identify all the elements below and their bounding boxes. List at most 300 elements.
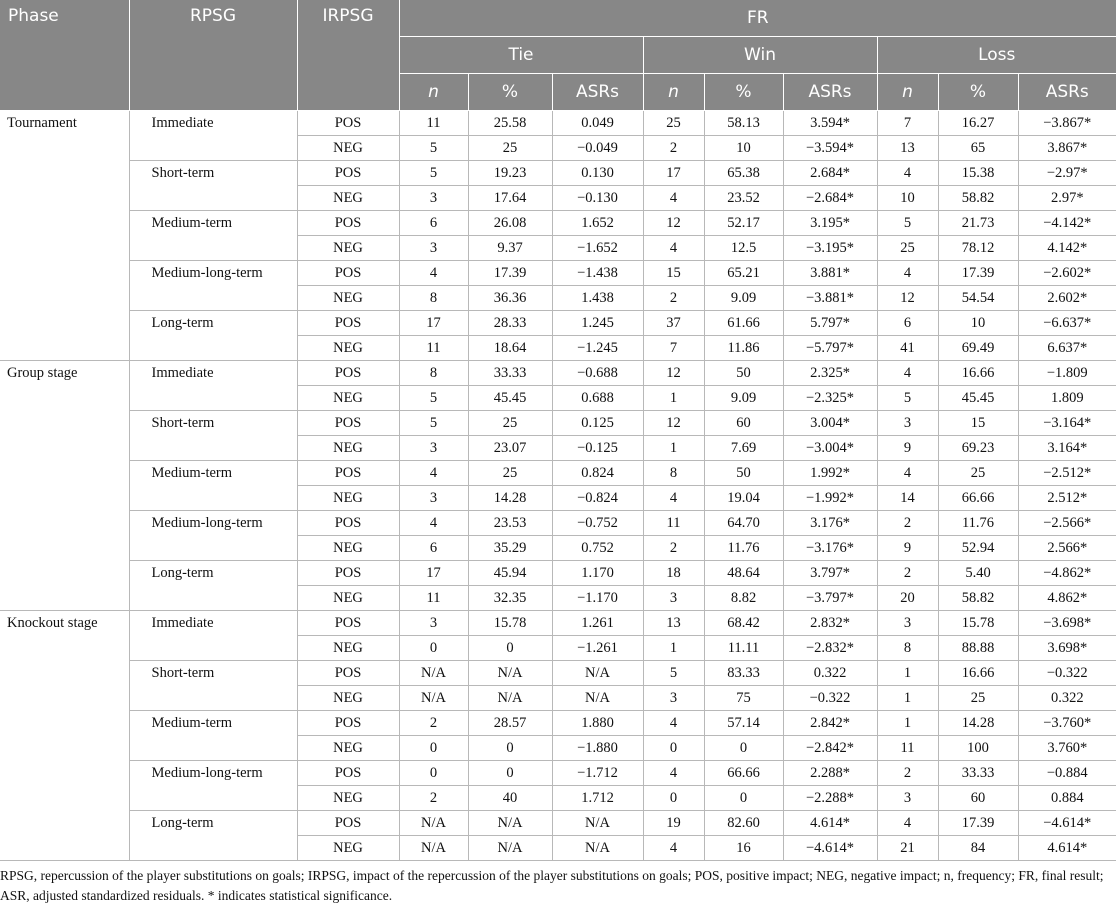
value-cell: 8 <box>877 636 938 661</box>
value-cell: 3 <box>399 186 468 211</box>
phase-cell: Tournament <box>0 111 129 361</box>
col-win-asrs: ASRs <box>783 74 877 111</box>
value-cell: 69.49 <box>938 336 1018 361</box>
value-cell: 3.698* <box>1018 636 1116 661</box>
value-cell: 45.45 <box>938 386 1018 411</box>
value-cell: −1.261 <box>552 636 643 661</box>
value-cell: 4 <box>643 186 704 211</box>
irpsg-cell: POS <box>297 461 399 486</box>
value-cell: 17.39 <box>938 811 1018 836</box>
irpsg-cell: NEG <box>297 636 399 661</box>
value-cell: 1.880 <box>552 711 643 736</box>
value-cell: 82.60 <box>704 811 783 836</box>
irpsg-cell: POS <box>297 511 399 536</box>
value-cell: 9 <box>877 436 938 461</box>
value-cell: −3.195* <box>783 236 877 261</box>
value-cell: 64.70 <box>704 511 783 536</box>
value-cell: 11 <box>399 336 468 361</box>
value-cell: 25.58 <box>468 111 552 136</box>
value-cell: 19.23 <box>468 161 552 186</box>
value-cell: 33.33 <box>938 761 1018 786</box>
rpsg-cell: Short-term <box>129 161 297 211</box>
irpsg-cell: POS <box>297 261 399 286</box>
value-cell: 0.322 <box>1018 686 1116 711</box>
table-row <box>0 761 1116 786</box>
value-cell: 4 <box>399 461 468 486</box>
value-cell: 0 <box>399 636 468 661</box>
irpsg-cell: NEG <box>297 286 399 311</box>
irpsg-cell: NEG <box>297 436 399 461</box>
value-cell: 1.170 <box>552 561 643 586</box>
value-cell: −1.170 <box>552 586 643 611</box>
rpsg-cell: Medium-term <box>129 211 297 261</box>
value-cell: 1 <box>877 661 938 686</box>
rpsg-cell: Long-term <box>129 561 297 611</box>
value-cell: 50 <box>704 461 783 486</box>
value-cell: 0 <box>399 761 468 786</box>
irpsg-cell: POS <box>297 761 399 786</box>
table-footnote: RPSG, repercussion of the player substitutions on goals; IRPSG, impact of the repercussion of the player substitutions on goals; POS, positive impact; NEG, negative impact; n, frequency; FR, final result; ASR, adjusted standardized residuals. * indicates statistical significance. <box>0 868 1104 903</box>
value-cell: −3.867* <box>1018 111 1116 136</box>
value-cell: 20 <box>877 586 938 611</box>
value-cell: 23.53 <box>468 511 552 536</box>
value-cell: 16.66 <box>938 661 1018 686</box>
value-cell: 14.28 <box>938 711 1018 736</box>
value-cell: 8 <box>399 361 468 386</box>
value-cell: 25 <box>468 461 552 486</box>
value-cell: 4.862* <box>1018 586 1116 611</box>
value-cell: 15.78 <box>468 611 552 636</box>
value-cell: 17 <box>399 311 468 336</box>
table-header <box>0 0 1116 111</box>
value-cell: 0.824 <box>552 461 643 486</box>
value-cell: 21 <box>877 836 938 861</box>
value-cell: 6 <box>399 211 468 236</box>
value-cell: 6 <box>877 311 938 336</box>
irpsg-cell: NEG <box>297 486 399 511</box>
value-cell: 0 <box>399 736 468 761</box>
value-cell: 14.28 <box>468 486 552 511</box>
irpsg-cell: POS <box>297 211 399 236</box>
rpsg-cell: Medium-term <box>129 711 297 761</box>
value-cell: 11.76 <box>938 511 1018 536</box>
value-cell: −4.142* <box>1018 211 1116 236</box>
value-cell: −3.760* <box>1018 711 1116 736</box>
rpsg-cell: Short-term <box>129 411 297 461</box>
value-cell: 65.21 <box>704 261 783 286</box>
value-cell: 16.27 <box>938 111 1018 136</box>
value-cell: −0.688 <box>552 361 643 386</box>
table-row <box>0 811 1116 836</box>
value-cell: 58.82 <box>938 586 1018 611</box>
value-cell: 9 <box>877 536 938 561</box>
value-cell: 15.78 <box>938 611 1018 636</box>
table-row <box>0 161 1116 186</box>
value-cell: −1.992* <box>783 486 877 511</box>
value-cell: 9.37 <box>468 236 552 261</box>
value-cell: −1.712 <box>552 761 643 786</box>
value-cell: −2.325* <box>783 386 877 411</box>
value-cell: −1.438 <box>552 261 643 286</box>
value-cell: 3 <box>399 611 468 636</box>
value-cell: 5 <box>643 661 704 686</box>
value-cell: N/A <box>468 811 552 836</box>
value-cell: 0 <box>468 761 552 786</box>
value-cell: 4.142* <box>1018 236 1116 261</box>
value-cell: 16.66 <box>938 361 1018 386</box>
value-cell: −2.602* <box>1018 261 1116 286</box>
value-cell: 57.14 <box>704 711 783 736</box>
value-cell: 23.07 <box>468 436 552 461</box>
value-cell: 2.97* <box>1018 186 1116 211</box>
value-cell: 54.54 <box>938 286 1018 311</box>
value-cell: −1.245 <box>552 336 643 361</box>
value-cell: 52.17 <box>704 211 783 236</box>
value-cell: −0.049 <box>552 136 643 161</box>
value-cell: 65.38 <box>704 161 783 186</box>
value-cell: 60 <box>704 411 783 436</box>
value-cell: 7 <box>643 336 704 361</box>
value-cell: 16 <box>704 836 783 861</box>
value-cell: 25 <box>643 111 704 136</box>
value-cell: 4 <box>643 761 704 786</box>
value-cell: 10 <box>877 186 938 211</box>
irpsg-cell: NEG <box>297 336 399 361</box>
value-cell: 65 <box>938 136 1018 161</box>
value-cell: 75 <box>704 686 783 711</box>
rpsg-cell: Long-term <box>129 811 297 861</box>
irpsg-cell: POS <box>297 311 399 336</box>
irpsg-cell: NEG <box>297 786 399 811</box>
value-cell: 4 <box>643 711 704 736</box>
irpsg-cell: POS <box>297 811 399 836</box>
value-cell: 12 <box>877 286 938 311</box>
value-cell: 5 <box>399 411 468 436</box>
value-cell: N/A <box>552 686 643 711</box>
irpsg-cell: POS <box>297 361 399 386</box>
col-tie-pct: % <box>468 74 552 111</box>
value-cell: 1 <box>877 686 938 711</box>
value-cell: 36.36 <box>468 286 552 311</box>
value-cell: 13 <box>643 611 704 636</box>
value-cell: 2 <box>399 711 468 736</box>
value-cell: −3.698* <box>1018 611 1116 636</box>
value-cell: 58.82 <box>938 186 1018 211</box>
value-cell: 4.614* <box>783 811 877 836</box>
value-cell: 10 <box>704 136 783 161</box>
value-cell: 12 <box>643 211 704 236</box>
value-cell: 25 <box>468 411 552 436</box>
value-cell: 2.325* <box>783 361 877 386</box>
value-cell: 9.09 <box>704 286 783 311</box>
value-cell: 25 <box>938 461 1018 486</box>
irpsg-cell: NEG <box>297 386 399 411</box>
value-cell: 2 <box>877 761 938 786</box>
value-cell: −4.614* <box>1018 811 1116 836</box>
value-cell: −4.614* <box>783 836 877 861</box>
value-cell: N/A <box>468 661 552 686</box>
value-cell: 13 <box>877 136 938 161</box>
value-cell: 12.5 <box>704 236 783 261</box>
value-cell: 2.832* <box>783 611 877 636</box>
col-rpsg-header: RPSG <box>129 0 297 111</box>
value-cell: 11.76 <box>704 536 783 561</box>
value-cell: 2 <box>643 286 704 311</box>
value-cell: 1 <box>643 636 704 661</box>
value-cell: 8 <box>643 461 704 486</box>
table-row <box>0 311 1116 336</box>
value-cell: 2.842* <box>783 711 877 736</box>
value-cell: −2.512* <box>1018 461 1116 486</box>
value-cell: −2.832* <box>783 636 877 661</box>
value-cell: −3.164* <box>1018 411 1116 436</box>
value-cell: 4 <box>643 236 704 261</box>
value-cell: N/A <box>468 836 552 861</box>
value-cell: 17 <box>399 561 468 586</box>
value-cell: 0.125 <box>552 411 643 436</box>
value-cell: 0.049 <box>552 111 643 136</box>
rpsg-cell: Medium-term <box>129 461 297 511</box>
value-cell: 4 <box>877 161 938 186</box>
value-cell: 28.33 <box>468 311 552 336</box>
value-cell: 25 <box>938 686 1018 711</box>
value-cell: 8 <box>399 286 468 311</box>
value-cell: 2.566* <box>1018 536 1116 561</box>
value-cell: 0 <box>704 736 783 761</box>
value-cell: −0.125 <box>552 436 643 461</box>
value-cell: −3.797* <box>783 586 877 611</box>
col-phase-header: Phase <box>0 0 129 111</box>
value-cell: 23.52 <box>704 186 783 211</box>
value-cell: 3.176* <box>783 511 877 536</box>
value-cell: 5 <box>399 136 468 161</box>
value-cell: N/A <box>399 811 468 836</box>
value-cell: 1.261 <box>552 611 643 636</box>
value-cell: 0 <box>468 736 552 761</box>
table-row <box>0 261 1116 286</box>
value-cell: 78.12 <box>938 236 1018 261</box>
value-cell: 26.08 <box>468 211 552 236</box>
value-cell: 0 <box>643 736 704 761</box>
irpsg-cell: POS <box>297 711 399 736</box>
value-cell: 15 <box>938 411 1018 436</box>
value-cell: −0.322 <box>1018 661 1116 686</box>
col-win-header: Win <box>643 37 877 74</box>
value-cell: 17.39 <box>938 261 1018 286</box>
value-cell: 4 <box>877 361 938 386</box>
value-cell: −2.97* <box>1018 161 1116 186</box>
value-cell: 4 <box>877 811 938 836</box>
irpsg-cell: NEG <box>297 536 399 561</box>
table-row <box>0 711 1116 736</box>
value-cell: 10 <box>938 311 1018 336</box>
value-cell: 69.23 <box>938 436 1018 461</box>
value-cell: 4 <box>877 461 938 486</box>
value-cell: 11 <box>399 111 468 136</box>
value-cell: 3.004* <box>783 411 877 436</box>
value-cell: −0.322 <box>783 686 877 711</box>
table-row <box>0 561 1116 586</box>
value-cell: 0 <box>468 636 552 661</box>
value-cell: 3 <box>399 436 468 461</box>
value-cell: 2 <box>877 511 938 536</box>
irpsg-cell: NEG <box>297 736 399 761</box>
value-cell: 21.73 <box>938 211 1018 236</box>
value-cell: 4 <box>643 836 704 861</box>
value-cell: 66.66 <box>704 761 783 786</box>
value-cell: 19 <box>643 811 704 836</box>
value-cell: 5.797* <box>783 311 877 336</box>
value-cell: 32.35 <box>468 586 552 611</box>
col-loss-header: Loss <box>877 37 1116 74</box>
value-cell: 11.11 <box>704 636 783 661</box>
value-cell: 0.130 <box>552 161 643 186</box>
value-cell: 1.712 <box>552 786 643 811</box>
value-cell: 41 <box>877 336 938 361</box>
phase-cell: Group stage <box>0 361 129 611</box>
value-cell: 100 <box>938 736 1018 761</box>
value-cell: −3.881* <box>783 286 877 311</box>
irpsg-cell: POS <box>297 411 399 436</box>
value-cell: 40 <box>468 786 552 811</box>
value-cell: 2.512* <box>1018 486 1116 511</box>
value-cell: 9.09 <box>704 386 783 411</box>
value-cell: N/A <box>552 836 643 861</box>
value-cell: 83.33 <box>704 661 783 686</box>
col-loss-asrs: ASRs <box>1018 74 1116 111</box>
table-row <box>0 661 1116 686</box>
value-cell: 3.760* <box>1018 736 1116 761</box>
value-cell: 3 <box>877 611 938 636</box>
irpsg-cell: POS <box>297 661 399 686</box>
table-row <box>0 361 1116 386</box>
value-cell: 58.13 <box>704 111 783 136</box>
value-cell: N/A <box>399 836 468 861</box>
value-cell: 1.245 <box>552 311 643 336</box>
col-irpsg-header: IRPSG <box>297 0 399 111</box>
rpsg-cell: Medium-long-term <box>129 511 297 561</box>
rpsg-cell: Medium-long-term <box>129 261 297 311</box>
value-cell: 3.195* <box>783 211 877 236</box>
irpsg-cell: POS <box>297 111 399 136</box>
table-row <box>0 411 1116 436</box>
value-cell: 2 <box>399 786 468 811</box>
value-cell: N/A <box>552 811 643 836</box>
value-cell: 1.438 <box>552 286 643 311</box>
value-cell: 33.33 <box>468 361 552 386</box>
value-cell: 3 <box>399 486 468 511</box>
value-cell: 84 <box>938 836 1018 861</box>
value-cell: 1.809 <box>1018 386 1116 411</box>
col-fr-header: FR <box>399 0 1116 37</box>
value-cell: 28.57 <box>468 711 552 736</box>
table-row <box>0 461 1116 486</box>
value-cell: 11.86 <box>704 336 783 361</box>
value-cell: 15 <box>643 261 704 286</box>
value-cell: 0.884 <box>1018 786 1116 811</box>
value-cell: 3.881* <box>783 261 877 286</box>
rpsg-cell: Immediate <box>129 111 297 161</box>
value-cell: 19.04 <box>704 486 783 511</box>
value-cell: 1 <box>643 386 704 411</box>
value-cell: −0.130 <box>552 186 643 211</box>
value-cell: 4 <box>399 511 468 536</box>
col-win-pct: % <box>704 74 783 111</box>
value-cell: 88.88 <box>938 636 1018 661</box>
value-cell: −3.594* <box>783 136 877 161</box>
value-cell: 66.66 <box>938 486 1018 511</box>
value-cell: 1.652 <box>552 211 643 236</box>
value-cell: −1.809 <box>1018 361 1116 386</box>
rpsg-cell: Immediate <box>129 361 297 411</box>
irpsg-cell: POS <box>297 561 399 586</box>
value-cell: 1 <box>877 711 938 736</box>
value-cell: 25 <box>468 136 552 161</box>
value-cell: 5 <box>399 386 468 411</box>
value-cell: N/A <box>468 686 552 711</box>
table-row <box>0 611 1116 636</box>
col-tie-n: n <box>399 74 468 111</box>
irpsg-cell: NEG <box>297 236 399 261</box>
irpsg-cell: NEG <box>297 836 399 861</box>
value-cell: 7.69 <box>704 436 783 461</box>
value-cell: 12 <box>643 411 704 436</box>
value-cell: 4.614* <box>1018 836 1116 861</box>
value-cell: 0.688 <box>552 386 643 411</box>
value-cell: 2 <box>643 536 704 561</box>
value-cell: 5 <box>877 386 938 411</box>
value-cell: 6.637* <box>1018 336 1116 361</box>
table-body <box>0 111 1116 861</box>
value-cell: 25 <box>877 236 938 261</box>
value-cell: 2 <box>877 561 938 586</box>
value-cell: −0.824 <box>552 486 643 511</box>
value-cell: 5 <box>399 161 468 186</box>
value-cell: 3.164* <box>1018 436 1116 461</box>
phase-cell: Knockout stage <box>0 611 129 861</box>
irpsg-cell: NEG <box>297 586 399 611</box>
table-row <box>0 511 1116 536</box>
table-row <box>0 111 1116 136</box>
value-cell: 3 <box>877 411 938 436</box>
irpsg-cell: NEG <box>297 136 399 161</box>
rpsg-cell: Short-term <box>129 661 297 711</box>
table-row <box>0 211 1116 236</box>
value-cell: 37 <box>643 311 704 336</box>
value-cell: 11 <box>399 586 468 611</box>
value-cell: 61.66 <box>704 311 783 336</box>
value-cell: 45.45 <box>468 386 552 411</box>
value-cell: −2.842* <box>783 736 877 761</box>
value-cell: 4 <box>643 486 704 511</box>
value-cell: 2 <box>643 136 704 161</box>
value-cell: 2.602* <box>1018 286 1116 311</box>
value-cell: 5.40 <box>938 561 1018 586</box>
value-cell: 0.322 <box>783 661 877 686</box>
value-cell: 17.39 <box>468 261 552 286</box>
col-win-n: n <box>643 74 704 111</box>
rpsg-cell: Long-term <box>129 311 297 361</box>
value-cell: 4 <box>399 261 468 286</box>
value-cell: 3 <box>643 586 704 611</box>
irpsg-cell: NEG <box>297 686 399 711</box>
value-cell: 4 <box>877 261 938 286</box>
value-cell: 3.797* <box>783 561 877 586</box>
irpsg-cell: POS <box>297 611 399 636</box>
value-cell: 18.64 <box>468 336 552 361</box>
col-loss-pct: % <box>938 74 1018 111</box>
value-cell: 15.38 <box>938 161 1018 186</box>
